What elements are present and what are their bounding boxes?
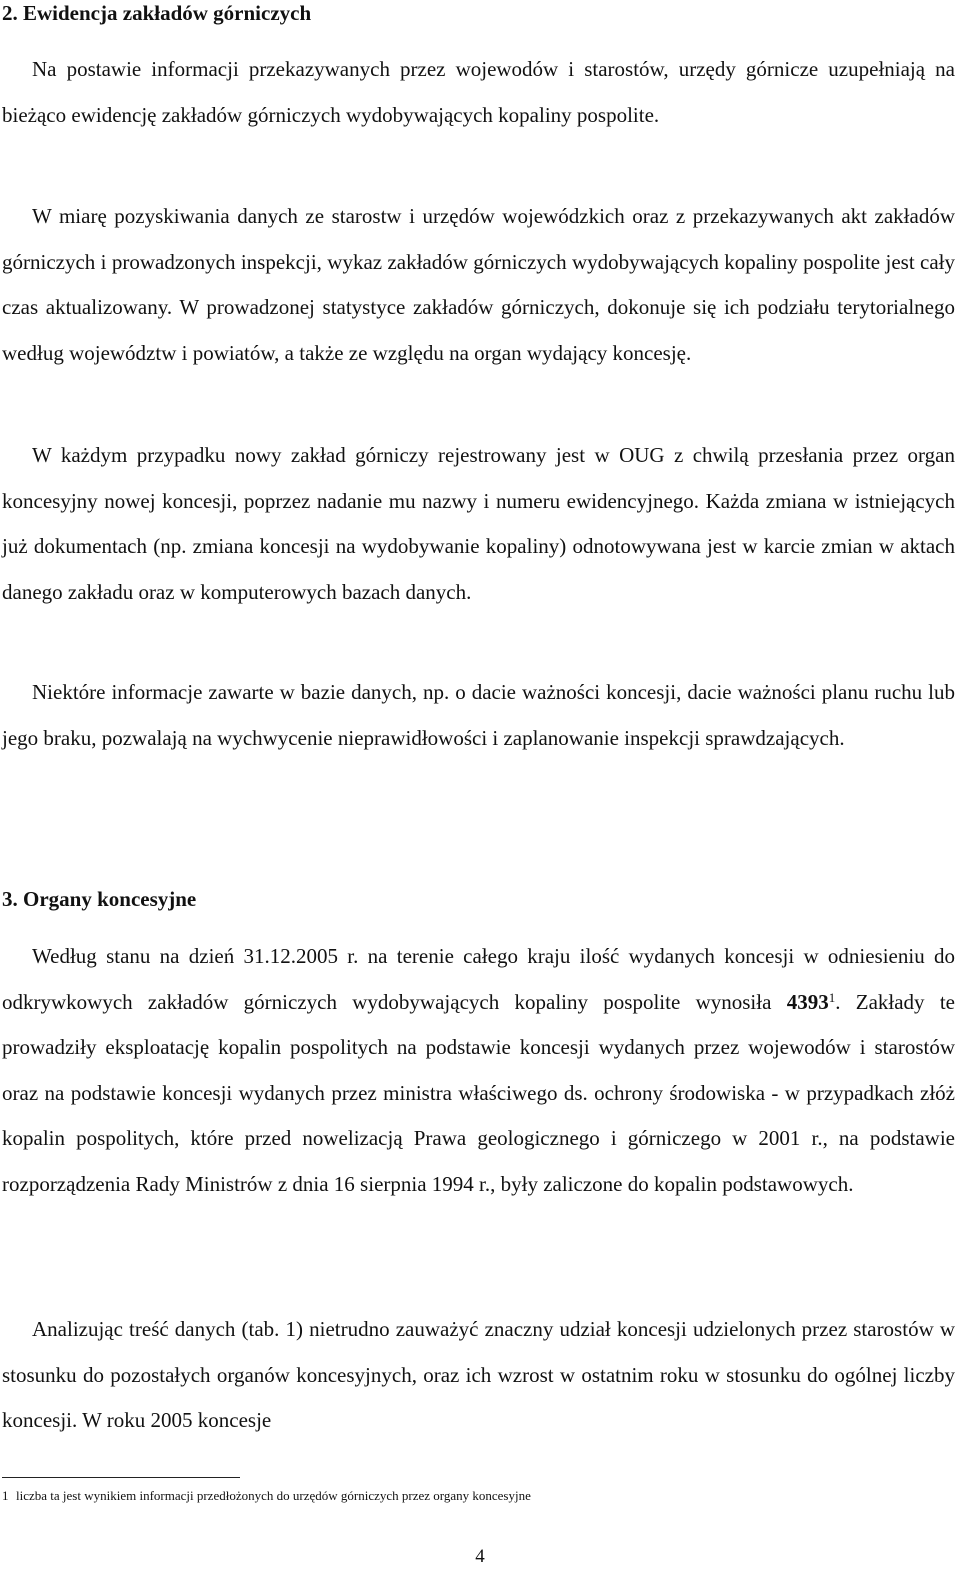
section-3-paragraph-1	[2, 934, 955, 1207]
concession-count: 4393	[786, 989, 829, 1014]
section-3-paragraph-1-text-b: . Zakłady te prowadziły eksploatację kopalin pospolitych na podstawie koncesji wydanych przez wojewodów i starostów oraz na podstawie koncesji wydanych przez ministra właściwego ds. ochrony środowiska - w przypadkach złóż kopalin pospolitych, które przed nowelizacją Prawa geologicznego i górniczego w 2001 r., na podstawie rozporządzenia Rady Ministrów z dnia 16 sierpnia 1994 r., były zaliczone do kopalin podstawowych.	[2, 989, 955, 1196]
section-2-paragraph-3: W każdym przypadku nowy zakład górniczy rejestrowany jest w OUG z chwilą przesłania przez organ koncesyjny nowej koncesji, poprzez nadanie mu nazwy i numeru ewidencyjnego. Każda zmiana w istniejących już dokumentach (np. zmiana koncesji na wydobywanie kopaliny) odnotowywana jest w karcie zmian w aktach danego zakładu oraz w komputerowych bazach danych.	[2, 443, 955, 604]
section-2-paragraph-2: W miarę pozyskiwania danych ze starostw i urzędów wojewódzkich oraz z przekazywanych akt zakładów górniczych i prowadzonych inspekcji, wykaz zakładów górniczych wydobywających kopaliny pospolite jest cały czas aktualizowany. W prowadzonej statystyce zakładów górniczych, dokonuje się ich podziału terytorialnego według województw i powiatów, a także ze względu na organ wydający koncesję.	[2, 204, 955, 365]
footnote	[2, 1488, 531, 1504]
footnote-text: liczba ta jest wynikiem informacji przedłożonych do urzędów górniczych przez organy koncesyjne	[16, 1488, 531, 1503]
section-3-paragraph-2: Analizując treść danych (tab. 1) nietrudno zauważyć znaczny udział koncesji udzielonych przez starostów w stosunku do pozostałych organów koncesyjnych, oraz ich wzrost w ostatnim roku w stosunku do ogólnej liczby koncesji. W roku 2005 koncesje	[2, 1317, 955, 1432]
footnote-marker: 1	[2, 1488, 9, 1503]
footnote-reference: 1	[828, 989, 836, 1005]
section-3-paragraph-1-text-a: Według stanu na dzień 31.12.2005 r. na terenie całego kraju ilość wydanych koncesji w odniesieniu do odkrywkowych zakładów górniczych wydobywających kopaliny pospolite wynosiła	[2, 944, 955, 1014]
page-number: 4	[475, 1546, 485, 1567]
section-2-heading: 2. Ewidencja zakładów górniczych	[2, 1, 312, 25]
section-3-heading: 3. Organy koncesyjne	[2, 887, 197, 911]
section-2-paragraph-1: Na postawie informacji przekazywanych przez wojewodów i starostów, urzędy górnicze uzupełniają na bieżąco ewidencję zakładów górniczych wydobywających kopaliny pospolite.	[2, 57, 955, 127]
footnote-separator	[2, 1477, 240, 1478]
section-2-paragraph-4: Niektóre informacje zawarte w bazie danych, np. o dacie ważności koncesji, dacie ważności planu ruchu lub jego braku, pozwalają na wychwycenie nieprawidłowości i zaplanowanie inspekcji sprawdzających.	[2, 680, 955, 750]
